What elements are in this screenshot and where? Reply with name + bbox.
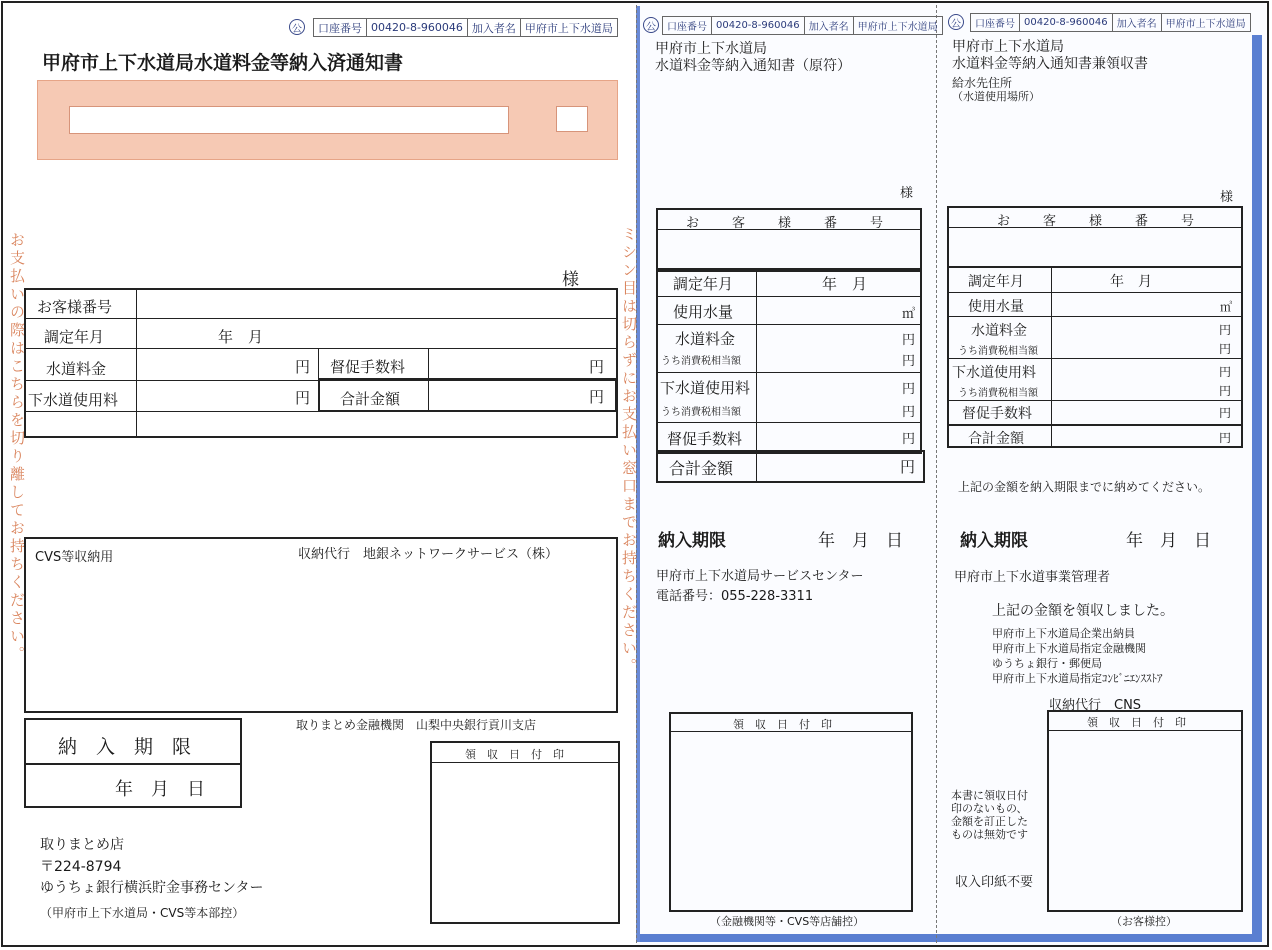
account-header-right bbox=[970, 13, 1251, 32]
water-fee-label: 水道料金 bbox=[46, 360, 107, 378]
water-fee-label: 水道料金 bbox=[971, 323, 1027, 339]
page-title: 甲府市上下水道局水道料金等納入済通知書 bbox=[42, 52, 404, 74]
row-divider bbox=[658, 422, 920, 423]
subscriber-name: 甲府市上下水道局 bbox=[520, 19, 617, 36]
tax-label: うち消費税相当額 bbox=[661, 407, 741, 418]
invalid-note-2: 印のないもの、 bbox=[951, 802, 1028, 815]
column-divider bbox=[756, 452, 757, 481]
yen-unit: 円 bbox=[1219, 365, 1232, 379]
row-divider bbox=[949, 400, 1241, 401]
water-fee-label: 水道料金 bbox=[675, 330, 736, 348]
invalid-note-4: ものは無効です bbox=[951, 828, 1028, 841]
account-header-left bbox=[313, 18, 618, 37]
honorific: 様 bbox=[1220, 190, 1234, 205]
account-no-label: 口座番号 bbox=[667, 22, 707, 33]
stamp-duty-note: 収入印紙不要 bbox=[955, 875, 1034, 890]
reminder-fee-label: 督促手数料 bbox=[330, 358, 406, 376]
yen-unit: 円 bbox=[1219, 323, 1232, 337]
row-divider bbox=[432, 762, 618, 763]
public-symbol-icon: 公 bbox=[643, 17, 659, 33]
yen-unit: 円 bbox=[589, 358, 605, 376]
cvs-label: CVS等収納用 bbox=[35, 550, 114, 565]
copy-note: （甲府市上下水道局・CVS等本部控） bbox=[40, 906, 245, 920]
row-divider bbox=[658, 296, 920, 297]
honorific: 様 bbox=[562, 270, 579, 290]
deadline-date: 年 月 日 bbox=[1126, 531, 1211, 551]
phone-number: 電話番号：055-228-3311 bbox=[656, 589, 814, 604]
reminder-fee-label: 督促手数料 bbox=[667, 430, 743, 448]
deadline-label: 納入期限 bbox=[960, 531, 1028, 551]
service-center: 甲府市上下水道局サービスセンター bbox=[656, 569, 864, 584]
row-divider bbox=[658, 324, 920, 325]
subscriber-name: 甲府市上下水道局 bbox=[1161, 14, 1250, 31]
doc-title: 水道料金等納入通知書兼領収書 bbox=[952, 56, 1148, 72]
public-symbol-icon: 公 bbox=[948, 14, 964, 30]
yen-unit: 円 bbox=[1219, 384, 1232, 398]
row-divider bbox=[25, 318, 617, 319]
total-label: 合計金額 bbox=[340, 390, 401, 408]
account-no-label: 口座番号 bbox=[975, 19, 1015, 30]
row-divider bbox=[26, 763, 240, 765]
customer-no-label: お 客 様 番 号 bbox=[686, 216, 894, 231]
deadline-date: 年 月 日 bbox=[115, 779, 205, 800]
column-divider bbox=[1051, 268, 1052, 446]
collection-agent: 収納代行 CNS bbox=[1049, 698, 1142, 713]
yen-unit: 円 bbox=[902, 382, 916, 397]
deadline-label: 納 入 期 限 bbox=[58, 736, 192, 758]
row-divider bbox=[949, 292, 1241, 293]
sewer-fee-label: 下水道使用料 bbox=[660, 379, 751, 397]
year-month: 年 月 bbox=[822, 275, 868, 293]
account-no-label: 口座番号 bbox=[318, 21, 362, 35]
customer-no-label: お客様番号 bbox=[37, 298, 113, 316]
customer-no-label: お 客 様 番 号 bbox=[997, 214, 1205, 229]
org-name: 甲府市上下水道局 bbox=[952, 39, 1064, 55]
public-symbol-icon: 公 bbox=[289, 19, 305, 35]
tear-off-note: お支払いの際はこちらを切り離してお持ちください。 bbox=[8, 232, 26, 664]
received-statement: 上記の金額を領収しました。 bbox=[992, 603, 1174, 619]
stamp-box bbox=[1047, 710, 1243, 912]
chotei-label: 調定年月 bbox=[968, 274, 1024, 290]
honorific: 様 bbox=[900, 186, 914, 201]
usage-label: 使用水量 bbox=[673, 303, 734, 321]
yen-unit: 円 bbox=[902, 432, 916, 447]
subscriber-label: 加入者名 bbox=[804, 17, 853, 34]
savings-center: ゆうちょ銀行横浜貯金事務センター bbox=[40, 880, 264, 896]
unit-m3: ㎥ bbox=[902, 307, 916, 322]
perforation-line-right bbox=[936, 5, 937, 943]
total-label: 合計金額 bbox=[669, 459, 734, 478]
bank-info: 取りまとめ金融機関 山梨中央銀行貢川支店 bbox=[296, 718, 537, 732]
yen-unit: 円 bbox=[902, 354, 916, 369]
receiver-2: 甲府市上下水道局指定金融機関 bbox=[992, 642, 1146, 655]
address-window bbox=[69, 106, 509, 134]
invalid-note-1: 本書に領収日付 bbox=[951, 789, 1028, 802]
yen-unit: 円 bbox=[1219, 431, 1232, 445]
org-name: 甲府市上下水道局 bbox=[655, 41, 767, 57]
column-divider bbox=[756, 270, 757, 452]
stamp-label: 領 収 日 付 印 bbox=[733, 718, 832, 731]
copy-note: （お客様控） bbox=[1111, 915, 1177, 928]
doc-title: 水道料金等納入通知書（原符） bbox=[655, 58, 851, 74]
column-divider bbox=[136, 290, 137, 437]
collection-agent: 収納代行 地銀ネットワークサービス（株） bbox=[298, 547, 559, 562]
column-divider bbox=[318, 349, 319, 380]
deadline-date: 年 月 日 bbox=[818, 531, 903, 551]
sewer-fee-label: 下水道使用料 bbox=[952, 365, 1036, 381]
yen-unit: 円 bbox=[295, 389, 311, 407]
row-divider bbox=[658, 372, 920, 373]
subscriber-label: 加入者名 bbox=[467, 19, 520, 36]
stamp-label: 領 収 日 付 印 bbox=[465, 748, 564, 761]
account-no: 00420-8-960046 bbox=[711, 17, 804, 34]
receiver-4: 甲府市上下水道局指定ｺﾝﾋﾞﾆｴﾝｽｽﾄｱ bbox=[992, 672, 1163, 685]
tax-label: うち消費税相当額 bbox=[958, 346, 1038, 357]
subscriber-name: 甲府市上下水道局 bbox=[853, 17, 942, 34]
tax-label: うち消費税相当額 bbox=[661, 356, 741, 367]
address-sublabel: （水道使用場所） bbox=[952, 90, 1040, 103]
account-no: 00420-8-960046 bbox=[366, 19, 467, 36]
stamp-label: 領 収 日 付 印 bbox=[1087, 716, 1186, 729]
year-month: 年 月 bbox=[1110, 274, 1152, 290]
stamp-box bbox=[669, 712, 913, 912]
total-label: 合計金額 bbox=[968, 431, 1024, 447]
yen-unit: 円 bbox=[1219, 406, 1232, 420]
code-window bbox=[556, 106, 588, 132]
invalid-note-3: 金額を訂正した bbox=[951, 815, 1028, 828]
chotei-label: 調定年月 bbox=[673, 275, 734, 293]
yen-unit: 円 bbox=[295, 358, 311, 376]
receiver-3: ゆうちょ銀行・郵便局 bbox=[992, 657, 1102, 670]
row-divider bbox=[949, 358, 1241, 359]
yen-unit: 円 bbox=[589, 388, 605, 406]
tax-label: うち消費税相当額 bbox=[958, 388, 1038, 399]
yen-unit: 円 bbox=[902, 333, 916, 348]
payment-instruction: 上記の金額を納入期限までに納めてください。 bbox=[958, 480, 1211, 494]
subscriber-label: 加入者名 bbox=[1112, 14, 1161, 31]
deadline-label: 納入期限 bbox=[658, 531, 726, 551]
sewer-fee-label: 下水道使用料 bbox=[28, 391, 119, 409]
manager-name: 甲府市上下水道事業管理者 bbox=[954, 570, 1111, 585]
chotei-label: 調定年月 bbox=[44, 328, 105, 346]
row-divider bbox=[949, 316, 1241, 317]
perforation-note: ミシン目は切らずにお支払い窓口までお持ちください。 bbox=[620, 226, 638, 676]
account-header-middle bbox=[662, 16, 943, 35]
copy-note: （金融機関等・CVS等店舗控） bbox=[710, 915, 865, 928]
year-month: 年 月 bbox=[218, 328, 264, 346]
stamp-box bbox=[430, 741, 620, 924]
yen-unit: 円 bbox=[900, 458, 916, 476]
receiver-1: 甲府市上下水道局企業出納員 bbox=[992, 627, 1135, 640]
account-no: 00420-8-960046 bbox=[1019, 14, 1112, 31]
yen-unit: 円 bbox=[902, 405, 916, 420]
postal-code: 〒224-8794 bbox=[40, 859, 122, 875]
row-divider bbox=[25, 348, 617, 349]
unit-m3: ㎥ bbox=[1220, 300, 1233, 314]
address-label: 給水先住所 bbox=[952, 76, 1013, 90]
row-divider bbox=[1049, 730, 1241, 731]
usage-label: 使用水量 bbox=[968, 299, 1024, 315]
reminder-fee-label: 督促手数料 bbox=[962, 406, 1032, 422]
yen-unit: 円 bbox=[1219, 342, 1232, 356]
billing-table bbox=[24, 288, 618, 438]
store-label: 取りまとめ店 bbox=[40, 837, 124, 853]
